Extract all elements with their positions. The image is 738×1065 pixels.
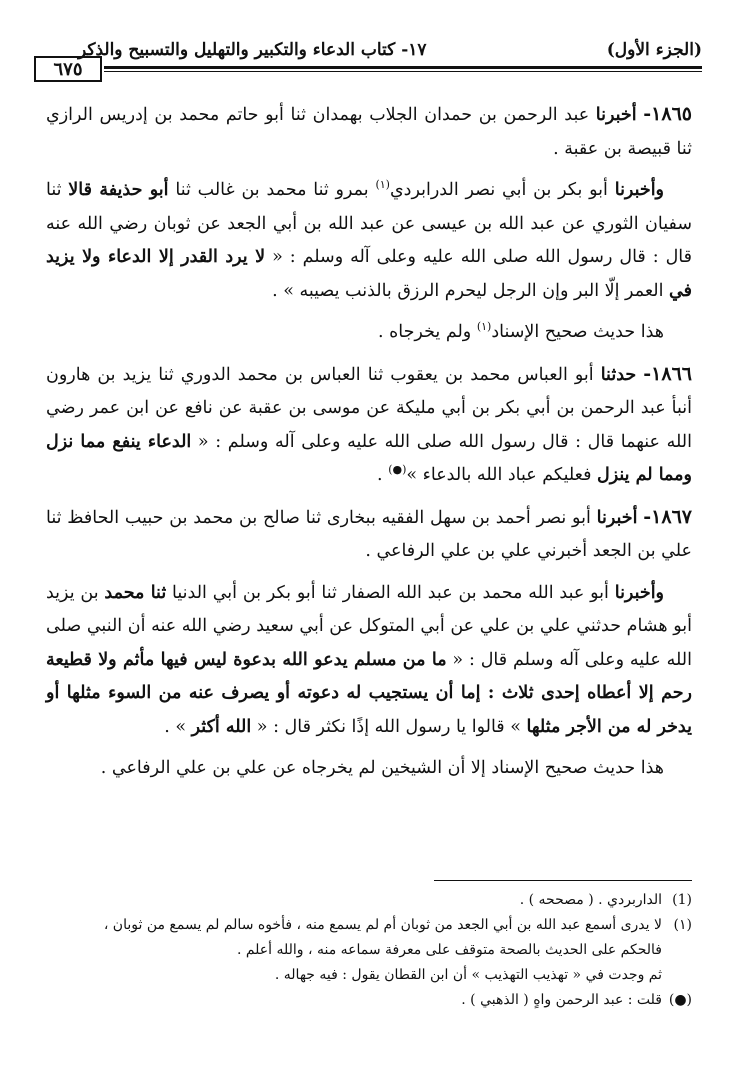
hadith-text: بمرو ثنا محمد بن غالب ثنا — [168, 180, 376, 200]
grading-1865 — [46, 316, 692, 350]
footnote-mark: (١) — [673, 917, 692, 933]
footnote-continuation: فالحكم على الحديث بالصحة متوقف على معرفة سماعه منه ، والله أعلم . — [236, 942, 662, 958]
hadith-text: بن يزيد أبو هشام حدثني علي بن علي عن أبي المتوكل عن أبي سعيد رضي الله عنه أن النبي صلى الله عليه وعلى آله وسلم قال : « — [46, 582, 692, 670]
grading-1867 — [46, 752, 692, 786]
footnote — [40, 988, 692, 1013]
hadith-1866 — [46, 358, 692, 493]
keyword: وأخبرنا — [614, 582, 665, 603]
hadith-text: ثنا سفيان الثوري عن عبد الله بن عيسى عن عبد الله بن أبي الجعد عن ثوبان رضي الله عنه قال : قال رسول الله صلى الله عليه وعلى آله وسلم : « — [46, 180, 692, 267]
footnote-mark: (1) — [672, 892, 692, 908]
hadith-1865-chain-2 — [46, 174, 692, 308]
footnote-ref: (١) — [375, 178, 390, 192]
footnote — [40, 888, 692, 913]
hadith-text: » قالوا يا رسول الله إذًا نكثر قال : « — [251, 716, 527, 737]
keyword: ثنا محمد — [104, 582, 167, 603]
footnote-ref: (●) — [388, 463, 407, 477]
footnotes — [40, 888, 692, 1013]
hadith-number: ١٨٦٧- — [643, 505, 692, 528]
header-rule-thin — [104, 71, 702, 72]
grading-text: ولم يخرجاه . — [377, 322, 477, 342]
hadith-text: » . — [164, 716, 192, 737]
chapter-title: ١٧- كتاب الدعاء والتكبير والتهليل والتسبيح والذكر — [78, 40, 427, 60]
volume-label: (الجزء الأول) — [606, 40, 702, 60]
hadith-text: أبو العباس محمد بن يعقوب ثنا العباس بن محمد الدوري ثنا يزيد بن هارون أنبأ عبد الرحمن بن أبي بكر بن أبي مليكة عن موسى بن عقبة عن نافع عن ابن عمر رضي الله عنهما قال : قال رسول الله صلى الله عليه وعلى آله وسلم : « — [46, 364, 692, 452]
footnote-mark: (●) — [668, 992, 692, 1008]
hadith-number: ١٨٦٦- — [643, 362, 692, 385]
hadith-matn: ما من مسلم يدعو الله بدعوة ليس فيها مأثم ولا قطيعة رحم إلا أعطاه إحدى ثلاث : إما أن يستجيب له دعوته أو يصرف عنه من السوء مثلها أو يدخر له من الأجر مثلها — [46, 649, 692, 737]
hadith-matn: الدعاء ينفع مما نزل ومما لم ينزل — [46, 431, 692, 485]
hadith-1867-chain-2 — [46, 577, 692, 745]
hadith-text: فعليكم عباد الله بالدعاء » — [406, 465, 598, 485]
hadith-number: ١٨٦٥- — [643, 103, 692, 125]
grading-text: هذا حديث صحيح الإسناد إلا أن الشيخين لم يخرجاه عن علي بن علي الرفاعي . — [100, 758, 664, 778]
hadith-matn: لا يرد القدر إلا الدعاء ولا يزيد في — [46, 247, 692, 301]
header-rule-thick — [104, 66, 702, 69]
running-header — [34, 36, 702, 64]
main-text — [46, 98, 692, 794]
hadith-text: أبو بكر بن أبي نصر الدرابردي — [389, 180, 615, 200]
footnote-divider — [434, 880, 692, 881]
keyword: وأخبرنا — [614, 180, 665, 200]
grading-text: هذا حديث صحيح الإسناد — [491, 322, 664, 342]
footnote-continuation: ثم وجدت في « تهذيب التهذيب » أن ابن القطان يقول : فيه جهاله . — [274, 967, 662, 983]
keyword: حدثنا — [600, 364, 637, 385]
keyword: أخبرنا — [596, 507, 638, 528]
hadith-text: عبد الرحمن بن حمدان الجلاب بهمدان ثنا أبو حاتم محمد بن إدريس الرازي ثنا قبيصة بن عقبة . — [46, 105, 692, 159]
hadith-1865 — [46, 98, 692, 166]
hadith-1867 — [46, 501, 692, 569]
hadith-matn: الله أكثر — [191, 716, 252, 737]
footnote-text: قلت : عبد الرحمن واهٍ ( الذهبي ) . — [461, 992, 662, 1008]
keyword: أخبرنا — [595, 105, 637, 125]
footnote-text: لا يدرى أسمع عبد الله بن أبي الجعد من ثوبان أم لم يسمع منه ، فأخوه سالم لم يسمع من ثوبان ، — [103, 917, 662, 933]
hadith-text: العمر إلّا البر وإن الرجل ليحرم الرزق بالذنب يصيبه » . — [272, 280, 670, 301]
hadith-text: أبو عبد الله محمد بن عبد الله الصفار ثنا أبو بكر بن أبي الدنيا — [166, 582, 615, 603]
keyword: أبو حذيفة قالا — [68, 180, 169, 200]
page-number: ٦٧٥ — [34, 56, 102, 82]
hadith-text: أبو نصر أحمد بن سهل الفقيه ببخارى ثنا صالح بن محمد بن حبيب الحافظ ثنا علي بن الجعد أخبرني علي بن علي الرفاعي . — [46, 507, 692, 561]
footnote — [40, 913, 692, 938]
footnote-ref: (١) — [476, 320, 492, 334]
footnote-text: الداربردي . ( مصححه ) . — [519, 892, 662, 908]
hadith-text: . — [377, 465, 389, 485]
